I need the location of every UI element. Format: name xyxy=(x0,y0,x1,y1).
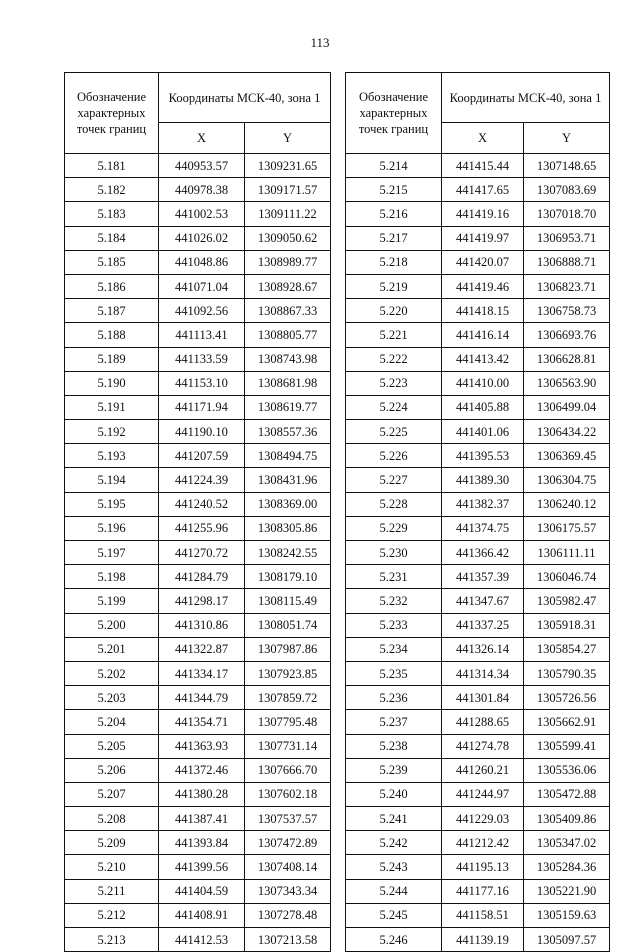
point-id-cell: 5.191 xyxy=(65,395,159,419)
table-row xyxy=(346,661,610,685)
y-coordinate-cell: 1308557.36 xyxy=(245,420,331,444)
point-id-cell: 5.216 xyxy=(346,202,442,226)
table-row xyxy=(346,299,610,323)
point-id-cell: 5.211 xyxy=(65,879,159,903)
point-id-cell: 5.229 xyxy=(346,516,442,540)
x-coordinate-cell: 441071.04 xyxy=(159,274,245,298)
x-coordinate-cell: 441366.42 xyxy=(442,541,524,565)
point-id-cell: 5.226 xyxy=(346,444,442,468)
table-row xyxy=(346,589,610,613)
point-id-cell: 5.187 xyxy=(65,299,159,323)
x-coordinate-cell: 441419.46 xyxy=(442,274,524,298)
table-row xyxy=(65,250,331,274)
y-coordinate-cell: 1305472.88 xyxy=(524,782,610,806)
x-coordinate-cell: 441419.97 xyxy=(442,226,524,250)
x-coordinate-cell: 441002.53 xyxy=(159,202,245,226)
point-id-cell: 5.212 xyxy=(65,903,159,927)
point-id-cell: 5.206 xyxy=(65,758,159,782)
point-id-cell: 5.235 xyxy=(346,661,442,685)
point-id-cell: 5.185 xyxy=(65,250,159,274)
table-row xyxy=(346,347,610,371)
y-coordinate-cell: 1308681.98 xyxy=(245,371,331,395)
x-coordinate-cell: 441255.96 xyxy=(159,516,245,540)
point-id-cell: 5.232 xyxy=(346,589,442,613)
y-coordinate-cell: 1305159.63 xyxy=(524,903,610,927)
x-coordinate-cell: 441212.42 xyxy=(442,831,524,855)
table-row xyxy=(346,541,610,565)
point-id-cell: 5.231 xyxy=(346,565,442,589)
y-coordinate-cell: 1306434.22 xyxy=(524,420,610,444)
point-id-cell: 5.192 xyxy=(65,420,159,444)
table-row xyxy=(65,395,331,419)
x-coordinate-cell: 441190.10 xyxy=(159,420,245,444)
point-id-cell: 5.210 xyxy=(65,855,159,879)
y-coordinate-cell: 1306046.74 xyxy=(524,565,610,589)
table-row xyxy=(346,686,610,710)
x-coordinate-cell: 441363.93 xyxy=(159,734,245,758)
x-coordinate-cell: 441158.51 xyxy=(442,903,524,927)
x-coordinate-cell: 441374.75 xyxy=(442,516,524,540)
y-coordinate-cell: 1306628.81 xyxy=(524,347,610,371)
table-row xyxy=(346,637,610,661)
table-row xyxy=(346,734,610,758)
table-row xyxy=(65,807,331,831)
point-id-cell: 5.242 xyxy=(346,831,442,855)
x-coordinate-cell: 440953.57 xyxy=(159,154,245,178)
x-coordinate-cell: 441139.19 xyxy=(442,928,524,952)
x-coordinate-cell: 441195.13 xyxy=(442,855,524,879)
point-id-cell: 5.208 xyxy=(65,807,159,831)
x-coordinate-cell: 441354.71 xyxy=(159,710,245,734)
point-id-cell: 5.246 xyxy=(346,928,442,952)
x-coordinate-cell: 441133.59 xyxy=(159,347,245,371)
x-coordinate-cell: 441171.94 xyxy=(159,395,245,419)
x-coordinate-cell: 441393.84 xyxy=(159,831,245,855)
point-id-cell: 5.213 xyxy=(65,928,159,952)
x-coordinate-cell: 441372.46 xyxy=(159,758,245,782)
point-id-cell: 5.205 xyxy=(65,734,159,758)
point-id-cell: 5.215 xyxy=(346,178,442,202)
y-coordinate-cell: 1306304.75 xyxy=(524,468,610,492)
point-id-cell: 5.230 xyxy=(346,541,442,565)
y-coordinate-cell: 1307278.48 xyxy=(245,903,331,927)
table-row xyxy=(346,879,610,903)
table-row xyxy=(65,734,331,758)
y-coordinate-cell: 1305599.41 xyxy=(524,734,610,758)
table-row xyxy=(65,637,331,661)
y-coordinate-cell: 1307083.69 xyxy=(524,178,610,202)
x-coordinate-cell: 441420.07 xyxy=(442,250,524,274)
table-row xyxy=(65,226,331,250)
y-header: Y xyxy=(245,123,331,154)
x-coordinate-cell: 441334.17 xyxy=(159,661,245,685)
point-id-cell: 5.181 xyxy=(65,154,159,178)
y-coordinate-cell: 1305409.86 xyxy=(524,807,610,831)
table-body-right xyxy=(346,154,610,952)
table-row xyxy=(346,371,610,395)
y-coordinate-cell: 1307795.48 xyxy=(245,710,331,734)
table-row xyxy=(65,347,331,371)
y-coordinate-cell: 1307987.86 xyxy=(245,637,331,661)
table-row xyxy=(65,541,331,565)
y-coordinate-cell: 1307537.57 xyxy=(245,807,331,831)
table-row xyxy=(65,928,331,952)
point-id-cell: 5.202 xyxy=(65,661,159,685)
y-coordinate-cell: 1307018.70 xyxy=(524,202,610,226)
y-coordinate-cell: 1307666.70 xyxy=(245,758,331,782)
point-id-cell: 5.234 xyxy=(346,637,442,661)
x-coordinate-cell: 441419.16 xyxy=(442,202,524,226)
table-row xyxy=(65,686,331,710)
y-coordinate-cell: 1306240.12 xyxy=(524,492,610,516)
coordinates-table-left xyxy=(64,72,331,952)
y-coordinate-cell: 1306369.45 xyxy=(524,444,610,468)
x-coordinate-cell: 441113.41 xyxy=(159,323,245,347)
y-coordinate-cell: 1307731.14 xyxy=(245,734,331,758)
point-id-cell: 5.218 xyxy=(346,250,442,274)
x-coordinate-cell: 441347.67 xyxy=(442,589,524,613)
x-coordinate-cell: 441298.17 xyxy=(159,589,245,613)
x-coordinate-cell: 441322.87 xyxy=(159,637,245,661)
table-row xyxy=(346,274,610,298)
point-id-cell: 5.228 xyxy=(346,492,442,516)
table-row xyxy=(65,855,331,879)
table-row xyxy=(346,758,610,782)
point-id-cell: 5.243 xyxy=(346,855,442,879)
y-coordinate-cell: 1305284.36 xyxy=(524,855,610,879)
coordinates-table-right xyxy=(345,72,610,952)
y-coordinate-cell: 1308619.77 xyxy=(245,395,331,419)
table-row xyxy=(346,250,610,274)
y-coordinate-cell: 1308179.10 xyxy=(245,565,331,589)
y-coordinate-cell: 1305918.31 xyxy=(524,613,610,637)
point-id-cell: 5.195 xyxy=(65,492,159,516)
y-coordinate-cell: 1306175.57 xyxy=(524,516,610,540)
y-coordinate-cell: 1308743.98 xyxy=(245,347,331,371)
y-coordinate-cell: 1306888.71 xyxy=(524,250,610,274)
y-coordinate-cell: 1306953.71 xyxy=(524,226,610,250)
x-coordinate-cell: 441399.56 xyxy=(159,855,245,879)
y-coordinate-cell: 1307923.85 xyxy=(245,661,331,685)
x-coordinate-cell: 441229.03 xyxy=(442,807,524,831)
table-row xyxy=(65,758,331,782)
x-coordinate-cell: 441314.34 xyxy=(442,661,524,685)
y-coordinate-cell: 1308051.74 xyxy=(245,613,331,637)
x-coordinate-cell: 441380.28 xyxy=(159,782,245,806)
point-id-cell: 5.222 xyxy=(346,347,442,371)
point-id-cell: 5.200 xyxy=(65,613,159,637)
point-id-cell: 5.236 xyxy=(346,686,442,710)
x-coordinate-cell: 441387.41 xyxy=(159,807,245,831)
table-row xyxy=(65,903,331,927)
table-body-left xyxy=(65,154,331,952)
point-id-cell: 5.198 xyxy=(65,565,159,589)
x-coordinate-cell: 441224.39 xyxy=(159,468,245,492)
x-coordinate-cell: 441207.59 xyxy=(159,444,245,468)
point-id-cell: 5.190 xyxy=(65,371,159,395)
table-row xyxy=(346,903,610,927)
table-row xyxy=(65,274,331,298)
y-coordinate-cell: 1308115.49 xyxy=(245,589,331,613)
point-id-cell: 5.241 xyxy=(346,807,442,831)
coords-title-header: Координаты МСК-40, зона 1 xyxy=(442,73,610,123)
x-coordinate-cell: 441418.15 xyxy=(442,299,524,323)
point-id-cell: 5.204 xyxy=(65,710,159,734)
point-id-cell: 5.209 xyxy=(65,831,159,855)
y-coordinate-cell: 1305726.56 xyxy=(524,686,610,710)
x-coordinate-cell: 441382.37 xyxy=(442,492,524,516)
page-number: 113 xyxy=(310,35,330,50)
x-coordinate-cell: 441413.42 xyxy=(442,347,524,371)
table-row xyxy=(346,395,610,419)
y-coordinate-cell: 1307859.72 xyxy=(245,686,331,710)
table-row xyxy=(65,444,331,468)
x-coordinate-cell: 441092.56 xyxy=(159,299,245,323)
point-id-cell: 5.220 xyxy=(346,299,442,323)
x-coordinate-cell: 441288.65 xyxy=(442,710,524,734)
x-coordinate-cell: 441270.72 xyxy=(159,541,245,565)
table-row xyxy=(346,468,610,492)
point-id-cell: 5.197 xyxy=(65,541,159,565)
point-id-cell: 5.182 xyxy=(65,178,159,202)
y-coordinate-cell: 1309050.62 xyxy=(245,226,331,250)
y-coordinate-cell: 1308242.55 xyxy=(245,541,331,565)
point-id-cell: 5.196 xyxy=(65,516,159,540)
y-coordinate-cell: 1307148.65 xyxy=(524,154,610,178)
x-coordinate-cell: 441416.14 xyxy=(442,323,524,347)
point-id-cell: 5.217 xyxy=(346,226,442,250)
y-coordinate-cell: 1305790.35 xyxy=(524,661,610,685)
x-coordinate-cell: 441240.52 xyxy=(159,492,245,516)
table-row xyxy=(65,661,331,685)
point-id-cell: 5.221 xyxy=(346,323,442,347)
point-id-cell: 5.188 xyxy=(65,323,159,347)
x-coordinate-cell: 441408.91 xyxy=(159,903,245,927)
y-coordinate-cell: 1306111.11 xyxy=(524,541,610,565)
y-coordinate-cell: 1308989.77 xyxy=(245,250,331,274)
table-row xyxy=(65,492,331,516)
x-coordinate-cell: 441401.06 xyxy=(442,420,524,444)
table-row xyxy=(346,855,610,879)
x-coordinate-cell: 441389.30 xyxy=(442,468,524,492)
point-id-cell: 5.244 xyxy=(346,879,442,903)
table-row xyxy=(346,565,610,589)
point-id-cell: 5.194 xyxy=(65,468,159,492)
x-coordinate-cell: 441244.97 xyxy=(442,782,524,806)
x-coordinate-cell: 441410.00 xyxy=(442,371,524,395)
x-coordinate-cell: 441260.21 xyxy=(442,758,524,782)
y-coordinate-cell: 1305662.91 xyxy=(524,710,610,734)
y-coordinate-cell: 1308867.33 xyxy=(245,299,331,323)
point-id-cell: 5.219 xyxy=(346,274,442,298)
y-coordinate-cell: 1308431.96 xyxy=(245,468,331,492)
table-row xyxy=(346,154,610,178)
table-row xyxy=(346,516,610,540)
table-row xyxy=(346,782,610,806)
x-coordinate-cell: 441326.14 xyxy=(442,637,524,661)
y-coordinate-cell: 1305982.47 xyxy=(524,589,610,613)
y-coordinate-cell: 1308805.77 xyxy=(245,323,331,347)
y-coordinate-cell: 1307343.34 xyxy=(245,879,331,903)
point-id-cell: 5.186 xyxy=(65,274,159,298)
y-coordinate-cell: 1305097.57 xyxy=(524,928,610,952)
point-id-cell: 5.237 xyxy=(346,710,442,734)
table-row xyxy=(65,613,331,637)
table-row xyxy=(346,202,610,226)
y-coordinate-cell: 1306693.76 xyxy=(524,323,610,347)
y-coordinate-cell: 1307213.58 xyxy=(245,928,331,952)
y-coordinate-cell: 1305221.90 xyxy=(524,879,610,903)
y-coordinate-cell: 1307472.89 xyxy=(245,831,331,855)
table-row xyxy=(65,371,331,395)
x-coordinate-cell: 441153.10 xyxy=(159,371,245,395)
point-label-header: Обозначение характерных точек границ xyxy=(346,73,442,154)
table-row xyxy=(346,831,610,855)
y-coordinate-cell: 1309171.57 xyxy=(245,178,331,202)
point-id-cell: 5.207 xyxy=(65,782,159,806)
table-row xyxy=(65,299,331,323)
table-row xyxy=(346,492,610,516)
table-row xyxy=(65,154,331,178)
table-row xyxy=(346,613,610,637)
point-id-cell: 5.201 xyxy=(65,637,159,661)
point-label-header: Обозначение характерных точек границ xyxy=(65,73,159,154)
table-row xyxy=(346,710,610,734)
x-coordinate-cell: 441301.84 xyxy=(442,686,524,710)
x-coordinate-cell: 441274.78 xyxy=(442,734,524,758)
y-coordinate-cell: 1308928.67 xyxy=(245,274,331,298)
x-coordinate-cell: 441415.44 xyxy=(442,154,524,178)
y-coordinate-cell: 1306823.71 xyxy=(524,274,610,298)
point-id-cell: 5.214 xyxy=(346,154,442,178)
x-coordinate-cell: 441357.39 xyxy=(442,565,524,589)
x-header: X xyxy=(159,123,245,154)
table-row xyxy=(346,928,610,952)
coords-title-header: Координаты МСК-40, зона 1 xyxy=(159,73,331,123)
point-id-cell: 5.240 xyxy=(346,782,442,806)
x-coordinate-cell: 441284.79 xyxy=(159,565,245,589)
x-coordinate-cell: 441026.02 xyxy=(159,226,245,250)
table-row xyxy=(65,323,331,347)
point-id-cell: 5.193 xyxy=(65,444,159,468)
y-coordinate-cell: 1308494.75 xyxy=(245,444,331,468)
y-coordinate-cell: 1307602.18 xyxy=(245,782,331,806)
y-coordinate-cell: 1306499.04 xyxy=(524,395,610,419)
y-coordinate-cell: 1306563.90 xyxy=(524,371,610,395)
x-coordinate-cell: 441344.79 xyxy=(159,686,245,710)
point-id-cell: 5.227 xyxy=(346,468,442,492)
y-coordinate-cell: 1309111.22 xyxy=(245,202,331,226)
x-coordinate-cell: 441048.86 xyxy=(159,250,245,274)
point-id-cell: 5.239 xyxy=(346,758,442,782)
x-coordinate-cell: 440978.38 xyxy=(159,178,245,202)
table-row xyxy=(346,807,610,831)
x-coordinate-cell: 441404.59 xyxy=(159,879,245,903)
y-coordinate-cell: 1308305.86 xyxy=(245,516,331,540)
y-coordinate-cell: 1307408.14 xyxy=(245,855,331,879)
x-header: X xyxy=(442,123,524,154)
table-row xyxy=(65,565,331,589)
table-row xyxy=(65,831,331,855)
y-coordinate-cell: 1305347.02 xyxy=(524,831,610,855)
table-row xyxy=(65,202,331,226)
table-row xyxy=(65,468,331,492)
y-coordinate-cell: 1305536.06 xyxy=(524,758,610,782)
x-coordinate-cell: 441395.53 xyxy=(442,444,524,468)
y-coordinate-cell: 1308369.00 xyxy=(245,492,331,516)
point-id-cell: 5.224 xyxy=(346,395,442,419)
x-coordinate-cell: 441412.53 xyxy=(159,928,245,952)
table-row xyxy=(346,178,610,202)
y-coordinate-cell: 1306758.73 xyxy=(524,299,610,323)
y-coordinate-cell: 1305854.27 xyxy=(524,637,610,661)
y-coordinate-cell: 1309231.65 xyxy=(245,154,331,178)
table-row xyxy=(65,420,331,444)
point-id-cell: 5.183 xyxy=(65,202,159,226)
table-row xyxy=(65,516,331,540)
x-coordinate-cell: 441177.16 xyxy=(442,879,524,903)
point-id-cell: 5.184 xyxy=(65,226,159,250)
table-row xyxy=(65,879,331,903)
table-row xyxy=(346,226,610,250)
point-id-cell: 5.238 xyxy=(346,734,442,758)
table-row xyxy=(346,444,610,468)
x-coordinate-cell: 441405.88 xyxy=(442,395,524,419)
table-row xyxy=(65,710,331,734)
point-id-cell: 5.225 xyxy=(346,420,442,444)
y-header: Y xyxy=(524,123,610,154)
table-row xyxy=(346,323,610,347)
x-coordinate-cell: 441337.25 xyxy=(442,613,524,637)
point-id-cell: 5.233 xyxy=(346,613,442,637)
point-id-cell: 5.223 xyxy=(346,371,442,395)
x-coordinate-cell: 441310.86 xyxy=(159,613,245,637)
x-coordinate-cell: 441417.65 xyxy=(442,178,524,202)
point-id-cell: 5.199 xyxy=(65,589,159,613)
table-row xyxy=(65,589,331,613)
table-row xyxy=(65,178,331,202)
point-id-cell: 5.245 xyxy=(346,903,442,927)
point-id-cell: 5.203 xyxy=(65,686,159,710)
table-row xyxy=(65,782,331,806)
table-row xyxy=(346,420,610,444)
point-id-cell: 5.189 xyxy=(65,347,159,371)
